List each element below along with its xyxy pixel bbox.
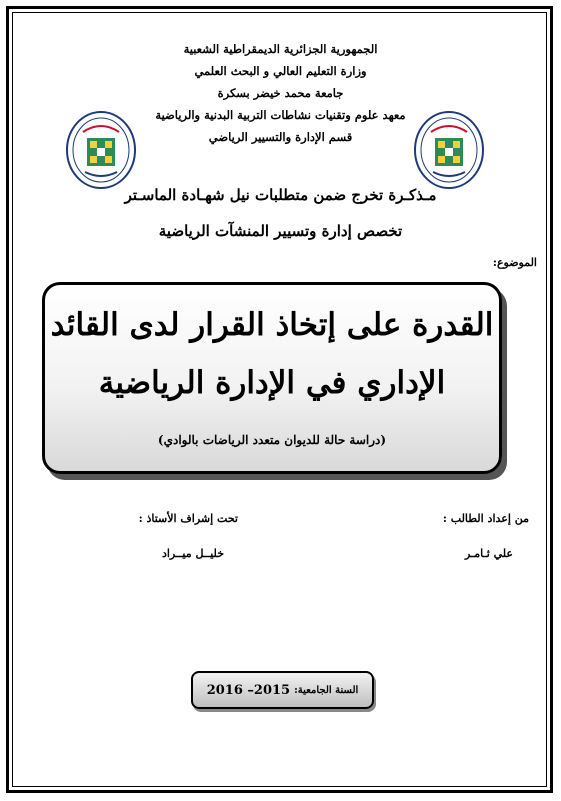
republic-line: الجمهورية الجزائرية الديمقراطية الشعبية <box>183 42 378 56</box>
department-line: قسم الإدارة والتسيير الرياضي <box>208 130 353 144</box>
ministry-line: وزارة التعليم العالي و البحث العلمي <box>194 64 367 78</box>
student-name: علي ثـامـر <box>464 547 513 560</box>
thesis-title-line2: الإداري في الإدارة الرياضية <box>98 365 446 401</box>
institute-line: معهد علوم وتقنيات نشاطات التربية البدنية والرياضية <box>155 108 406 122</box>
thesis-title-line1: القدرة على إتخاذ القرار لدى القائد <box>50 307 494 343</box>
institution-header <box>120 38 441 148</box>
student-label: من إعداد الطالب : <box>442 512 529 525</box>
university-emblem-icon <box>413 110 485 190</box>
academic-year-box <box>191 671 374 709</box>
university-line: جامعة محمد خيضر بسكرة <box>217 86 344 100</box>
subject-label: الموضوع: <box>492 256 537 269</box>
specialty-line: تخصص إدارة وتسيير المنشآت الرياضية <box>158 222 403 240</box>
memo-title: مـذكـرة تخرج ضمن متطلبات نيل شهـادة الماسـتر <box>124 186 437 204</box>
thesis-title-box <box>42 282 502 474</box>
academic-year-label: السنة الجامعية: <box>294 684 359 696</box>
supervisor-name: خليــل ميــراد <box>161 547 224 560</box>
university-emblem-icon <box>65 110 137 190</box>
supervisor-label: تحت إشراف الأستاذ : <box>138 512 238 525</box>
thesis-subtitle: (دراسة حالة للديوان متعدد الرياضات بالوادي) <box>157 433 387 447</box>
academic-year-value: 2015– 2016 <box>206 682 291 698</box>
